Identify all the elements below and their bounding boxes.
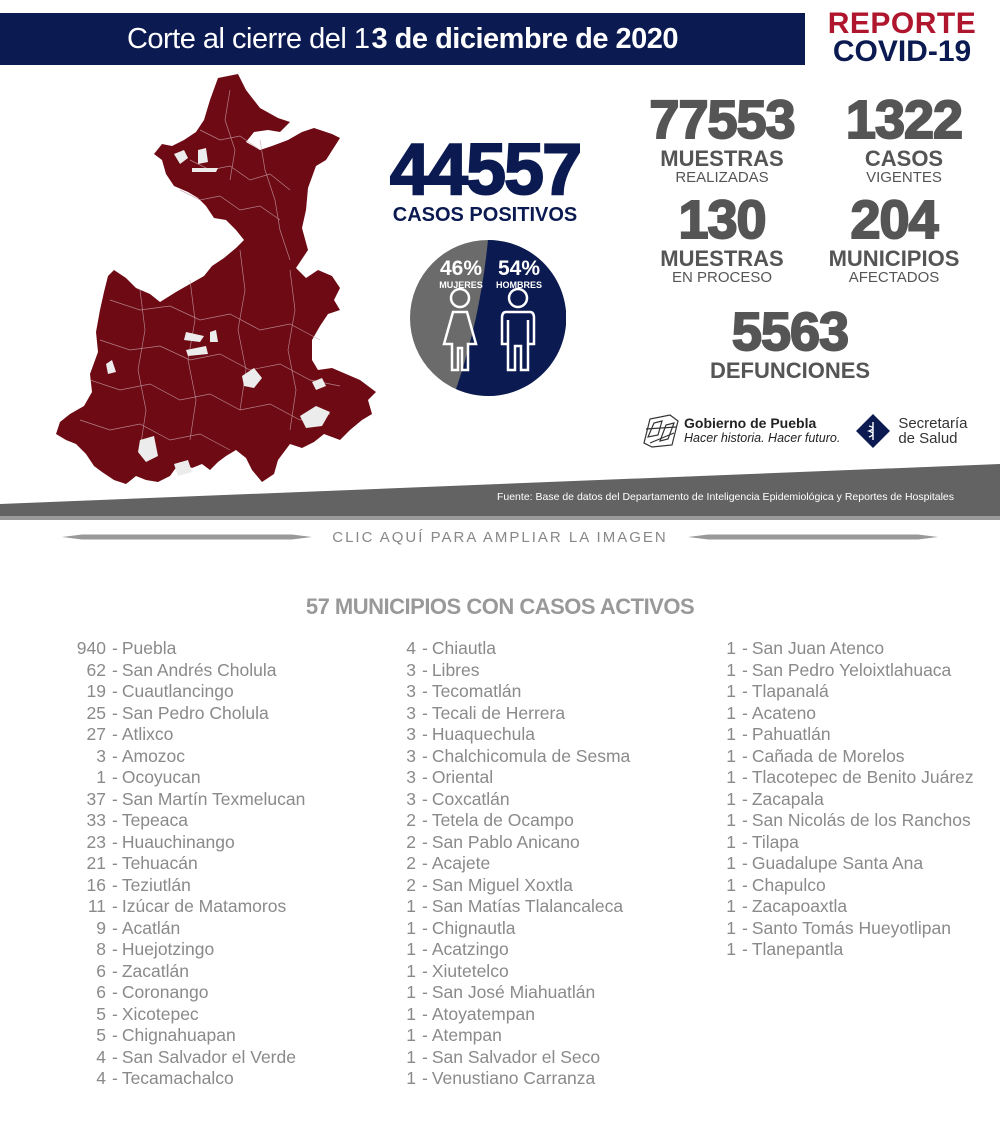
- separator: -: [112, 681, 118, 701]
- separator: -: [742, 831, 748, 852]
- municipio-name: Pahuatlán: [751, 724, 831, 744]
- municipio-name: Acajete: [431, 853, 491, 873]
- separator: -: [422, 702, 428, 723]
- positive-cases-label: CASOS POSITIVOS: [392, 204, 578, 226]
- stat-muestras-proceso: [638, 192, 806, 286]
- separator: -: [422, 874, 428, 895]
- case-count: 1: [726, 874, 736, 895]
- municipio-name: Tilapa: [751, 831, 799, 852]
- separator: -: [742, 659, 748, 680]
- municipio-row: [710, 660, 974, 682]
- municipio-row: [58, 638, 305, 660]
- municipio-row: [58, 1025, 305, 1047]
- separator: -: [742, 874, 748, 895]
- municipio-name: Chignautla: [431, 917, 516, 938]
- municipio-row: [58, 875, 305, 897]
- separator: -: [112, 702, 118, 723]
- municipio-name: Tetela de Ocampo: [431, 810, 574, 830]
- case-count: 1: [726, 853, 736, 873]
- municipio-row: [58, 982, 305, 1004]
- ss-line2: de Salud: [898, 430, 958, 447]
- positive-cases: [365, 130, 605, 227]
- municipio-name: Teziutlán: [121, 874, 191, 895]
- case-count: 1: [726, 702, 736, 723]
- gob-slogan: Hacer historia. Hacer futuro.: [684, 431, 841, 445]
- case-count: 8: [96, 939, 106, 959]
- case-count: 3: [406, 681, 416, 701]
- municipio-row: [710, 789, 974, 811]
- case-count: 3: [406, 724, 416, 744]
- municipio-name: Oriental: [431, 767, 494, 787]
- case-count: 1: [726, 681, 736, 701]
- case-count: 1: [726, 917, 736, 938]
- municipio-name: Tecamachalco: [121, 1068, 234, 1088]
- separator: -: [422, 939, 428, 959]
- stat-value: 5563: [731, 302, 849, 362]
- municipio-name: Atoyatempan: [431, 1003, 535, 1024]
- case-count: 1: [726, 896, 736, 916]
- municipio-row: [710, 939, 974, 961]
- separator: -: [742, 896, 748, 916]
- municipio-row: [390, 660, 630, 682]
- separator: -: [112, 767, 118, 787]
- brand-line2: COVID-19: [832, 35, 972, 68]
- women-share: [434, 258, 488, 290]
- municipio-row: [390, 703, 630, 725]
- case-count: 1: [406, 1003, 416, 1024]
- municipio-name: Tehuacán: [121, 853, 198, 873]
- municipio-row: [58, 961, 305, 983]
- municipio-row: [58, 1004, 305, 1026]
- separator: -: [422, 724, 428, 744]
- municipio-name: Tlacotepec de Benito Juárez: [751, 767, 974, 787]
- report-brand: [822, 7, 982, 68]
- stat-sublabel: VIGENTES: [866, 169, 942, 186]
- positive-cases-value: 44557: [389, 130, 581, 210]
- separator: -: [422, 1003, 428, 1024]
- separator: -: [112, 638, 118, 658]
- separator: -: [742, 939, 748, 959]
- municipio-name: San Salvador el Seco: [431, 1046, 601, 1067]
- municipio-row: [58, 789, 305, 811]
- municipio-row: [390, 982, 630, 1004]
- case-count: 1: [406, 1046, 416, 1067]
- municipio-row: [390, 767, 630, 789]
- municipio-name: Chiautla: [431, 638, 497, 658]
- municipio-row: [58, 810, 305, 832]
- municipio-name: Huauchinango: [121, 831, 235, 852]
- municipio-name: Tepeaca: [121, 810, 188, 830]
- case-count: 4: [406, 638, 416, 658]
- stat-label: MUNICIPIOS: [828, 246, 960, 271]
- municipio-row: [390, 961, 630, 983]
- municipio-row: [58, 703, 305, 725]
- municipio-name: San Andrés Cholula: [121, 659, 277, 680]
- municipio-row: [390, 939, 630, 961]
- separator: -: [112, 939, 118, 959]
- municipio-name: Chalchicomula de Sesma: [431, 745, 631, 766]
- case-count: 25: [86, 702, 106, 723]
- municipio-name: Huaquechula: [431, 724, 535, 744]
- stat-sublabel: AFECTADOS: [848, 269, 940, 286]
- municipio-row: [710, 746, 974, 768]
- separator: -: [422, 1068, 428, 1088]
- municipios-col-2: [390, 638, 630, 1090]
- separator: -: [112, 659, 118, 680]
- stat-label: CASOS: [864, 146, 944, 171]
- municipio-row: [390, 638, 630, 660]
- brand-line1: REPORTE: [827, 7, 977, 40]
- municipio-row: [710, 724, 974, 746]
- municipio-row: [710, 681, 974, 703]
- case-count: 1: [406, 917, 416, 938]
- municipio-name: Izúcar de Matamoros: [121, 896, 287, 916]
- case-count: 3: [406, 659, 416, 680]
- case-count: 2: [406, 831, 416, 852]
- municipio-name: Tecomatlán: [431, 681, 522, 701]
- municipio-name: Xicotepec: [121, 1003, 199, 1024]
- municipio-name: Acatlán: [121, 917, 181, 938]
- municipio-row: [390, 1025, 630, 1047]
- municipio-row: [390, 832, 630, 854]
- stat-label: MUESTRAS: [660, 246, 784, 271]
- stat-value: 130: [678, 190, 766, 250]
- municipio-name: Coronango: [121, 982, 209, 1002]
- date-bold: 3 de diciembre de 2020: [371, 22, 679, 55]
- case-count: 9: [96, 917, 106, 938]
- municipio-row: [390, 875, 630, 897]
- municipio-name: Zacapala: [751, 788, 824, 809]
- municipio-row: [710, 875, 974, 897]
- municipio-name: Chapulco: [751, 874, 826, 895]
- separator: -: [112, 917, 118, 938]
- case-count: 4: [96, 1046, 106, 1067]
- separator: -: [112, 1046, 118, 1067]
- separator: -: [742, 853, 748, 873]
- case-count: 4: [96, 1068, 106, 1088]
- municipio-name: Huejotzingo: [121, 939, 215, 959]
- separator: -: [742, 810, 748, 830]
- municipio-row: [58, 724, 305, 746]
- separator: -: [742, 745, 748, 766]
- date-prefix: Corte al cierre del 1: [126, 22, 370, 55]
- separator: -: [742, 702, 748, 723]
- municipio-row: [390, 681, 630, 703]
- case-count: 21: [86, 853, 106, 873]
- municipio-row: [58, 1047, 305, 1069]
- stat-value: 77553: [649, 90, 795, 150]
- municipio-row: [390, 1004, 630, 1026]
- separator: -: [742, 681, 748, 701]
- municipio-name: San Matías Tlalancaleca: [431, 896, 624, 916]
- stat-value: 1322: [845, 90, 963, 150]
- men-pct: 54%: [497, 257, 541, 280]
- case-count: 1: [726, 659, 736, 680]
- case-count: 1: [726, 788, 736, 809]
- enlarge-image-label[interactable]: CLIC AQUÍ PARA AMPLIAR LA IMAGEN: [332, 528, 668, 546]
- municipio-row: [58, 896, 305, 918]
- case-count: 2: [406, 810, 416, 830]
- separator: -: [422, 960, 428, 981]
- municipio-name: San Pedro Yeloixtlahuaca: [751, 659, 952, 680]
- municipio-name: San Salvador el Verde: [121, 1046, 296, 1067]
- source-note: Fuente: Base de datos del Departamento de Inteligencia Epidemiológica y Reportes de Hospitales: [496, 491, 954, 503]
- municipio-row: [390, 918, 630, 940]
- municipio-name: Xiutetelco: [431, 960, 509, 981]
- municipio-row: [390, 1068, 630, 1090]
- separator: -: [422, 767, 428, 787]
- municipio-name: Coxcatlán: [431, 788, 510, 809]
- municipio-row: [58, 681, 305, 703]
- case-count: 23: [86, 831, 106, 852]
- municipio-row: [710, 638, 974, 660]
- municipio-name: Acatzingo: [431, 939, 509, 959]
- separator: -: [422, 853, 428, 873]
- case-count: 1: [726, 939, 736, 959]
- case-count: 3: [96, 745, 106, 766]
- case-count: 3: [406, 702, 416, 723]
- municipio-name: Zacapoaxtla: [751, 896, 848, 916]
- separator: -: [112, 1003, 118, 1024]
- case-count: 5: [96, 1003, 106, 1024]
- municipio-row: [58, 918, 305, 940]
- separator: -: [422, 638, 428, 658]
- municipio-name: Atlixco: [121, 724, 174, 744]
- case-count: 3: [406, 788, 416, 809]
- women-label: MUJERES: [439, 280, 483, 290]
- case-count: 16: [86, 874, 106, 895]
- separator: -: [422, 831, 428, 852]
- gob-title: Gobierno de Puebla: [684, 415, 817, 431]
- separator: -: [742, 724, 748, 744]
- enlarge-image-link[interactable]: [0, 522, 1000, 552]
- municipio-row: [58, 939, 305, 961]
- case-count: 1: [726, 724, 736, 744]
- case-count: 6: [96, 960, 106, 981]
- separator: -: [422, 1025, 428, 1045]
- case-count: 3: [406, 767, 416, 787]
- municipio-name: San Miguel Xoxtla: [431, 874, 573, 895]
- case-count: 62: [86, 659, 106, 680]
- municipio-row: [58, 853, 305, 875]
- separator: -: [422, 917, 428, 938]
- separator: -: [112, 960, 118, 981]
- date-banner: [0, 13, 805, 65]
- municipio-name: Puebla: [121, 638, 177, 658]
- municipio-row: [710, 767, 974, 789]
- municipio-row: [710, 810, 974, 832]
- case-count: 1: [406, 960, 416, 981]
- separator: -: [422, 745, 428, 766]
- municipio-name: Chignahuapan: [121, 1025, 236, 1045]
- municipio-name: San José Miahuatlán: [431, 982, 596, 1002]
- municipio-name: San Pablo Anicano: [431, 831, 580, 852]
- municipio-row: [710, 832, 974, 854]
- case-count: 11: [87, 896, 106, 916]
- municipio-name: Cuautlancingo: [121, 681, 234, 701]
- separator: -: [422, 681, 428, 701]
- municipio-name: San Nicolás de los Ranchos: [751, 810, 971, 830]
- case-count: 1: [406, 1068, 416, 1088]
- municipio-row: [390, 896, 630, 918]
- case-count: 2: [406, 874, 416, 895]
- men-label: HOMBRES: [495, 280, 542, 290]
- stat-label: MUESTRAS: [660, 146, 784, 171]
- case-count: 1: [726, 810, 736, 830]
- case-count: 2: [406, 853, 416, 873]
- stat-label: DEFUNCIONES: [709, 358, 871, 383]
- separator: -: [112, 788, 118, 809]
- separator: -: [422, 810, 428, 830]
- ss-line1: Secretaría: [898, 415, 968, 432]
- municipio-name: Tecali de Herrera: [431, 702, 566, 723]
- stat-defunciones: [700, 304, 880, 382]
- municipio-row: [710, 853, 974, 875]
- separator: -: [422, 1046, 428, 1067]
- separator: -: [112, 982, 118, 1002]
- case-count: 1: [726, 767, 736, 787]
- municipio-name: Zacatlán: [121, 960, 189, 981]
- case-count: 1: [726, 638, 736, 658]
- municipio-name: Guadalupe Santa Ana: [751, 853, 924, 873]
- case-count: 940: [76, 638, 106, 658]
- municipio-name: Amozoc: [121, 745, 186, 766]
- municipios-col-3: [710, 638, 974, 961]
- case-count: 33: [86, 810, 106, 830]
- municipio-row: [390, 1047, 630, 1069]
- municipio-row: [390, 789, 630, 811]
- separator: -: [112, 724, 118, 744]
- separator: -: [112, 1025, 118, 1045]
- separator: -: [742, 767, 748, 787]
- separator: -: [742, 788, 748, 809]
- municipios-title: 57 MUNICIPIOS CON CASOS ACTIVOS: [305, 594, 695, 619]
- separator: -: [742, 917, 748, 938]
- municipio-row: [390, 853, 630, 875]
- separator: -: [112, 745, 118, 766]
- men-share: [492, 258, 546, 290]
- municipio-row: [58, 832, 305, 854]
- separator: -: [112, 831, 118, 852]
- case-count: 5: [96, 1025, 106, 1045]
- separator: -: [112, 874, 118, 895]
- case-count: 1: [406, 939, 416, 959]
- stat-value: 204: [850, 190, 938, 250]
- municipio-row: [58, 1068, 305, 1090]
- municipio-row: [58, 746, 305, 768]
- municipio-name: Atempan: [431, 1025, 502, 1045]
- separator: -: [742, 638, 748, 658]
- municipio-row: [710, 896, 974, 918]
- stat-casos-vigentes: [828, 92, 980, 186]
- municipio-name: Ocoyucan: [121, 767, 201, 787]
- municipio-row: [58, 660, 305, 682]
- case-count: 3: [406, 745, 416, 766]
- municipio-row: [58, 767, 305, 789]
- left-divider: [62, 534, 312, 540]
- separator: -: [422, 982, 428, 1002]
- case-count: 1: [406, 982, 416, 1002]
- municipio-row: [710, 703, 974, 725]
- case-count: 19: [86, 681, 106, 701]
- municipio-name: Libres: [431, 659, 480, 680]
- municipio-name: Tlapanalá: [751, 681, 829, 701]
- case-count: 37: [86, 788, 106, 809]
- women-pct: 46%: [439, 257, 483, 280]
- case-count: 6: [96, 982, 106, 1002]
- municipio-name: Santo Tomás Hueyotlipan: [751, 917, 951, 938]
- separator: -: [112, 853, 118, 873]
- stat-municipios-afectados: [818, 192, 970, 286]
- municipio-name: Acateno: [751, 702, 817, 723]
- municipio-row: [390, 724, 630, 746]
- stat-muestras-realizadas: [638, 92, 806, 186]
- separator: -: [112, 896, 118, 916]
- stat-sublabel: REALIZADAS: [675, 169, 769, 186]
- case-count: 1: [726, 745, 736, 766]
- municipio-row: [390, 746, 630, 768]
- municipio-name: San Pedro Cholula: [121, 702, 269, 723]
- municipio-name: Cañada de Morelos: [751, 745, 905, 766]
- municipios-col-1: [58, 638, 305, 1090]
- separator: -: [422, 788, 428, 809]
- municipio-name: Venustiano Carranza: [431, 1068, 596, 1088]
- municipio-row: [390, 810, 630, 832]
- case-count: 1: [96, 767, 106, 787]
- municipio-name: San Martín Texmelucan: [121, 788, 306, 809]
- separator: -: [422, 659, 428, 680]
- municipio-name: San Juan Atenco: [751, 638, 885, 658]
- separator: -: [422, 896, 428, 916]
- municipio-name: Tlanepantla: [751, 939, 844, 959]
- source-band: [0, 440, 1000, 520]
- case-count: 27: [86, 724, 106, 744]
- puebla-map: [50, 70, 380, 490]
- stat-sublabel: EN PROCESO: [671, 269, 773, 286]
- separator: -: [112, 810, 118, 830]
- case-count: 1: [406, 896, 416, 916]
- case-count: 1: [726, 831, 736, 852]
- right-divider: [688, 534, 938, 540]
- municipio-row: [710, 918, 974, 940]
- separator: -: [112, 1068, 118, 1088]
- case-count: 1: [406, 1025, 416, 1045]
